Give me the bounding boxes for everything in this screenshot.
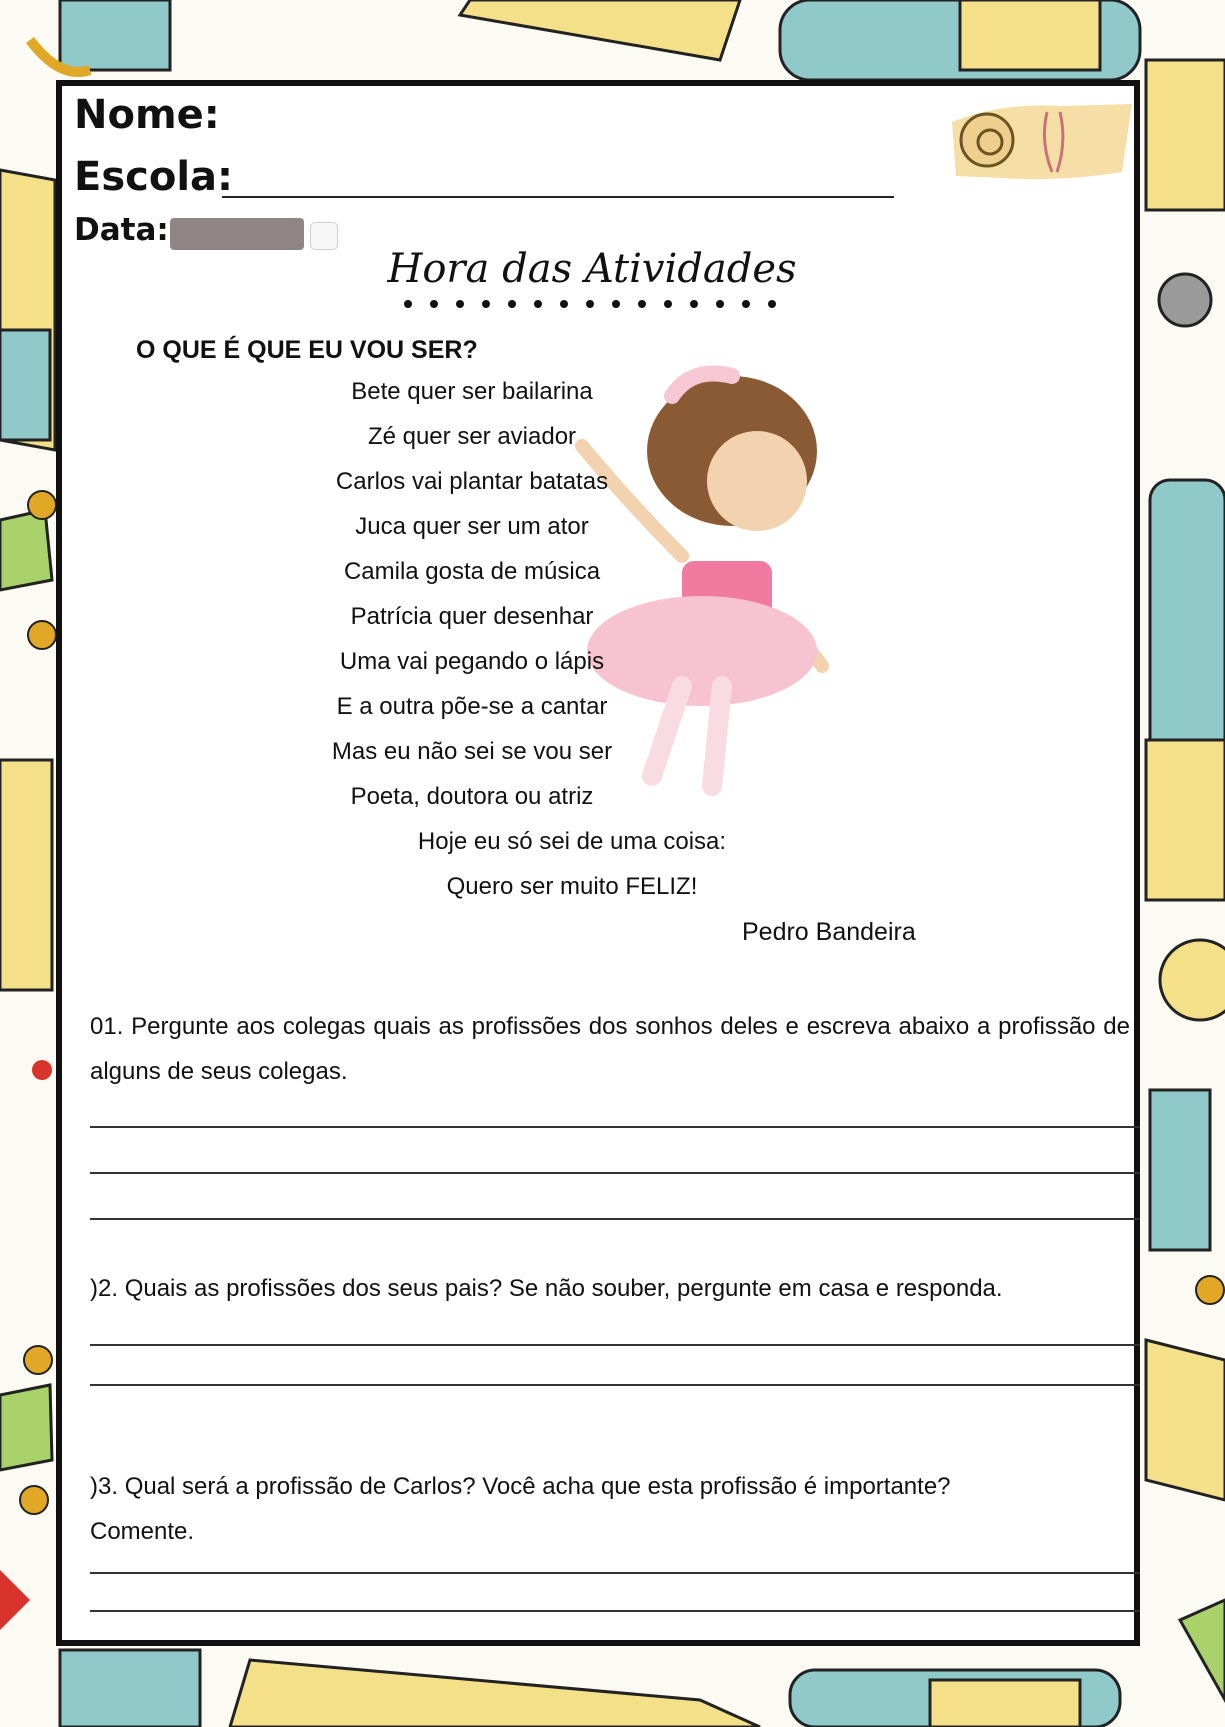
- scroll-icon: [942, 92, 1138, 188]
- answer-line[interactable]: [90, 1344, 1140, 1346]
- school-answer-line[interactable]: [222, 196, 894, 198]
- poem-line-10: Poeta, doutora ou atriz: [350, 783, 594, 810]
- answer-line[interactable]: [90, 1126, 1140, 1128]
- answer-line[interactable]: [90, 1610, 1140, 1612]
- poem-line-5: Camila gosta de música: [343, 558, 601, 585]
- question-1-number: 01.: [90, 1013, 124, 1040]
- bottle-top: [780, 0, 1140, 80]
- poem-line-6: Patrícia quer desenhar: [350, 603, 594, 630]
- question-3-number: )3.: [90, 1473, 119, 1500]
- name-label: Nome:: [74, 92, 220, 138]
- worksheet: [56, 80, 1140, 1646]
- date-field[interactable]: [170, 218, 304, 250]
- poem-line-2: Zé quer ser aviador: [367, 423, 577, 450]
- poem-line-9: Mas eu não sei se vou ser: [331, 738, 613, 765]
- answer-line[interactable]: [90, 1172, 1140, 1174]
- poem-line-11: Hoje eu só sei de uma coisa:: [417, 828, 727, 855]
- date-label: Data:: [74, 212, 169, 248]
- school-label: Escola:: [74, 154, 234, 200]
- question-3: [90, 1464, 990, 1554]
- question-2-text: Quais as profissões dos seus pais? Se não souber, pergunte em casa e responda.: [124, 1275, 1003, 1302]
- title-divider: [402, 298, 782, 310]
- answer-line[interactable]: [90, 1572, 1140, 1574]
- question-2: [90, 1266, 1140, 1311]
- poem-author: Pedro Bandeira: [742, 918, 916, 946]
- poem-line-3: Carlos vai plantar batatas: [335, 468, 609, 495]
- ruler-top: [460, 0, 740, 60]
- left-side-art: [0, 170, 56, 1630]
- poem-line-12: Quero ser muito FELIZ!: [446, 873, 698, 900]
- poem-line-8: E a outra põe-se a cantar: [336, 693, 608, 720]
- stapler-top-left: [30, 0, 170, 72]
- poem-title: O QUE É QUE EU VOU SER?: [136, 336, 478, 364]
- calendar-icon[interactable]: [310, 222, 338, 250]
- poem-line-7: Uma vai pegando o lápis: [339, 648, 605, 675]
- answer-line[interactable]: [90, 1384, 1140, 1386]
- question-3-text: Qual será a profissão de Carlos? Você acha que esta profissão é importante? Comente.: [90, 1473, 951, 1545]
- page-title: Hora das Atividades: [387, 246, 797, 292]
- question-2-number: )2.: [90, 1275, 119, 1302]
- poem-line-1: Bete quer ser bailarina: [351, 378, 593, 405]
- question-1: [90, 1004, 1130, 1094]
- poem-line-4: Juca quer ser um ator: [355, 513, 589, 540]
- right-side-art: [1146, 60, 1225, 1700]
- bottom-side-art: [60, 1650, 1120, 1727]
- answer-line[interactable]: [90, 1218, 1140, 1220]
- question-1-text: Pergunte aos colegas quais as profissões dos sonhos deles e escreva abaixo a profissão de alguns de seus colegas.: [90, 1013, 1130, 1085]
